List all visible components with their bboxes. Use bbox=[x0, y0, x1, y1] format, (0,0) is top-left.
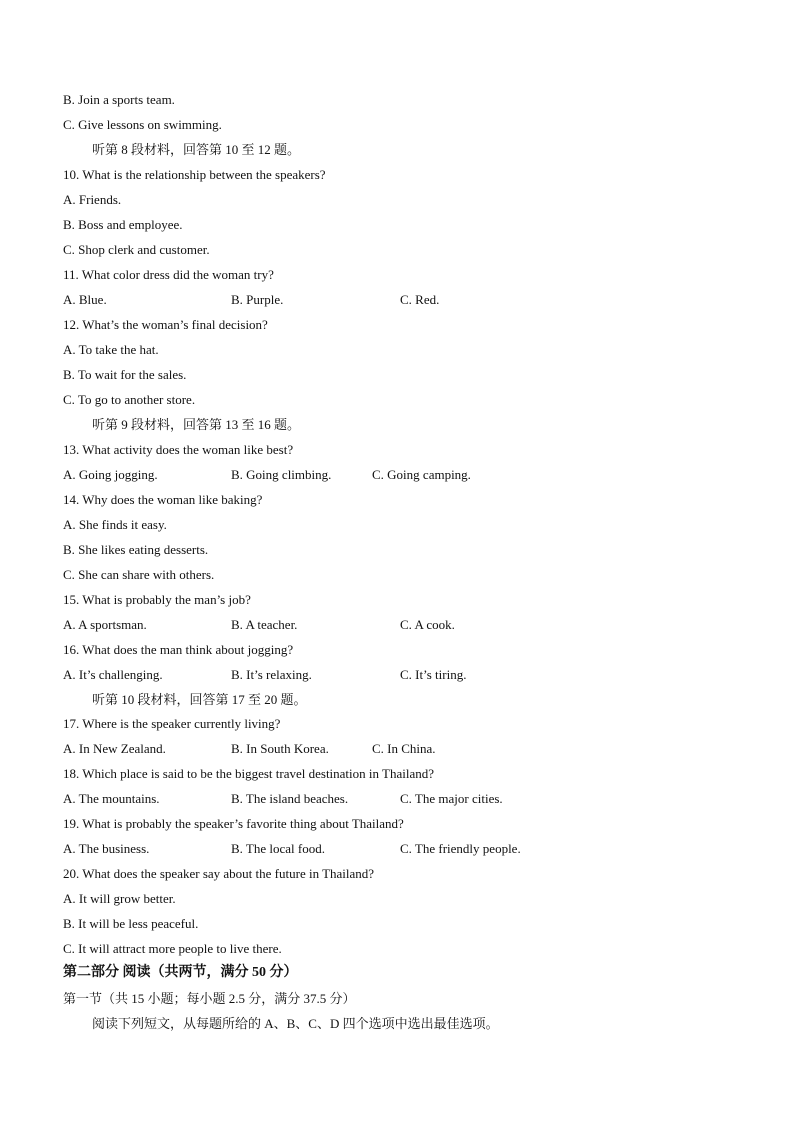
q12-option-b: B. To wait for the sales. bbox=[63, 367, 187, 382]
q16-stem: 16. What does the man think about jogging? bbox=[63, 642, 294, 657]
q15-option-b: B. A teacher. bbox=[231, 617, 298, 632]
q11-option-a: A. Blue. bbox=[63, 292, 107, 307]
q15-stem: 15. What is probably the man’s job? bbox=[63, 592, 251, 607]
q11-option-c: C. Red. bbox=[400, 292, 440, 307]
q16-option-c: C. It’s tiring. bbox=[400, 667, 467, 682]
q11-option-b: B. Purple. bbox=[231, 292, 284, 307]
q15-option-a: A. A sportsman. bbox=[63, 617, 147, 632]
q12-option-c: C. To go to another store. bbox=[63, 392, 196, 407]
listening-instruction-8: 听第 8 段材料，回答第 10 至 12 题。 bbox=[92, 142, 301, 157]
q13-option-a: A. Going jogging. bbox=[63, 467, 158, 482]
q10-option-c: C. Shop clerk and customer. bbox=[63, 242, 210, 257]
reading-instruction: 阅读下列短文，从每题所给的 A、B、C、D 四个选项中选出最佳选项。 bbox=[92, 1016, 499, 1031]
q20-option-c: C. It will attract more people to live there. bbox=[63, 941, 282, 956]
q20-option-a: A. It will grow better. bbox=[63, 891, 176, 906]
q10-option-a: A. Friends. bbox=[63, 192, 122, 207]
q14-stem: 14. Why does the woman like baking? bbox=[63, 492, 263, 507]
q18-option-c: C. The major cities. bbox=[400, 791, 503, 806]
q18-stem: 18. Which place is said to be the biggest travel destination in Thailand? bbox=[63, 766, 435, 781]
q18-option-a: A. The mountains. bbox=[63, 791, 160, 806]
q19-stem: 19. What is probably the speaker’s favorite thing about Thailand? bbox=[63, 816, 404, 831]
q17-option-b: B. In South Korea. bbox=[231, 741, 329, 756]
q11-stem: 11. What color dress did the woman try? bbox=[63, 267, 274, 282]
q19-option-a: A. The business. bbox=[63, 841, 150, 856]
q17-option-c: C. In China. bbox=[372, 741, 436, 756]
q10-option-b: B. Boss and employee. bbox=[63, 217, 183, 232]
q12-option-a: A. To take the hat. bbox=[63, 342, 159, 357]
q18-option-b: B. The island beaches. bbox=[231, 791, 349, 806]
q14-option-c: C. She can share with others. bbox=[63, 567, 215, 582]
q12-stem: 12. What’s the woman’s final decision? bbox=[63, 317, 268, 332]
q14-option-a: A. She finds it easy. bbox=[63, 517, 167, 532]
q13-option-c: C. Going camping. bbox=[372, 467, 471, 482]
q20-option-b: B. It will be less peaceful. bbox=[63, 916, 199, 931]
q19-option-c: C. The friendly people. bbox=[400, 841, 521, 856]
listening-instruction-9: 听第 9 段材料，回答第 13 至 16 题。 bbox=[92, 417, 301, 432]
q20-stem: 20. What does the speaker say about the future in Thailand? bbox=[63, 866, 375, 881]
q13-stem: 13. What activity does the woman like best? bbox=[63, 442, 294, 457]
part-two-title: 第二部分 阅读（共两节，满分 50 分） bbox=[63, 965, 298, 980]
q13-option-b: B. Going climbing. bbox=[231, 467, 332, 482]
q9-option-c: C. Give lessons on swimming. bbox=[63, 117, 222, 132]
q17-option-a: A. In New Zealand. bbox=[63, 741, 166, 756]
q16-option-b: B. It’s relaxing. bbox=[231, 667, 312, 682]
q16-option-a: A. It’s challenging. bbox=[63, 667, 163, 682]
q15-option-c: C. A cook. bbox=[400, 617, 455, 632]
section-one-title: 第一节（共 15 小题；每小题 2.5 分，满分 37.5 分） bbox=[63, 991, 356, 1006]
q17-stem: 17. Where is the speaker currently living? bbox=[63, 716, 281, 731]
q14-option-b: B. She likes eating desserts. bbox=[63, 542, 209, 557]
listening-instruction-10: 听第 10 段材料，回答第 17 至 20 题。 bbox=[92, 692, 307, 707]
q10-stem: 10. What is the relationship between the speakers? bbox=[63, 167, 326, 182]
q9-option-b: B. Join a sports team. bbox=[63, 92, 175, 107]
q19-option-b: B. The local food. bbox=[231, 841, 325, 856]
